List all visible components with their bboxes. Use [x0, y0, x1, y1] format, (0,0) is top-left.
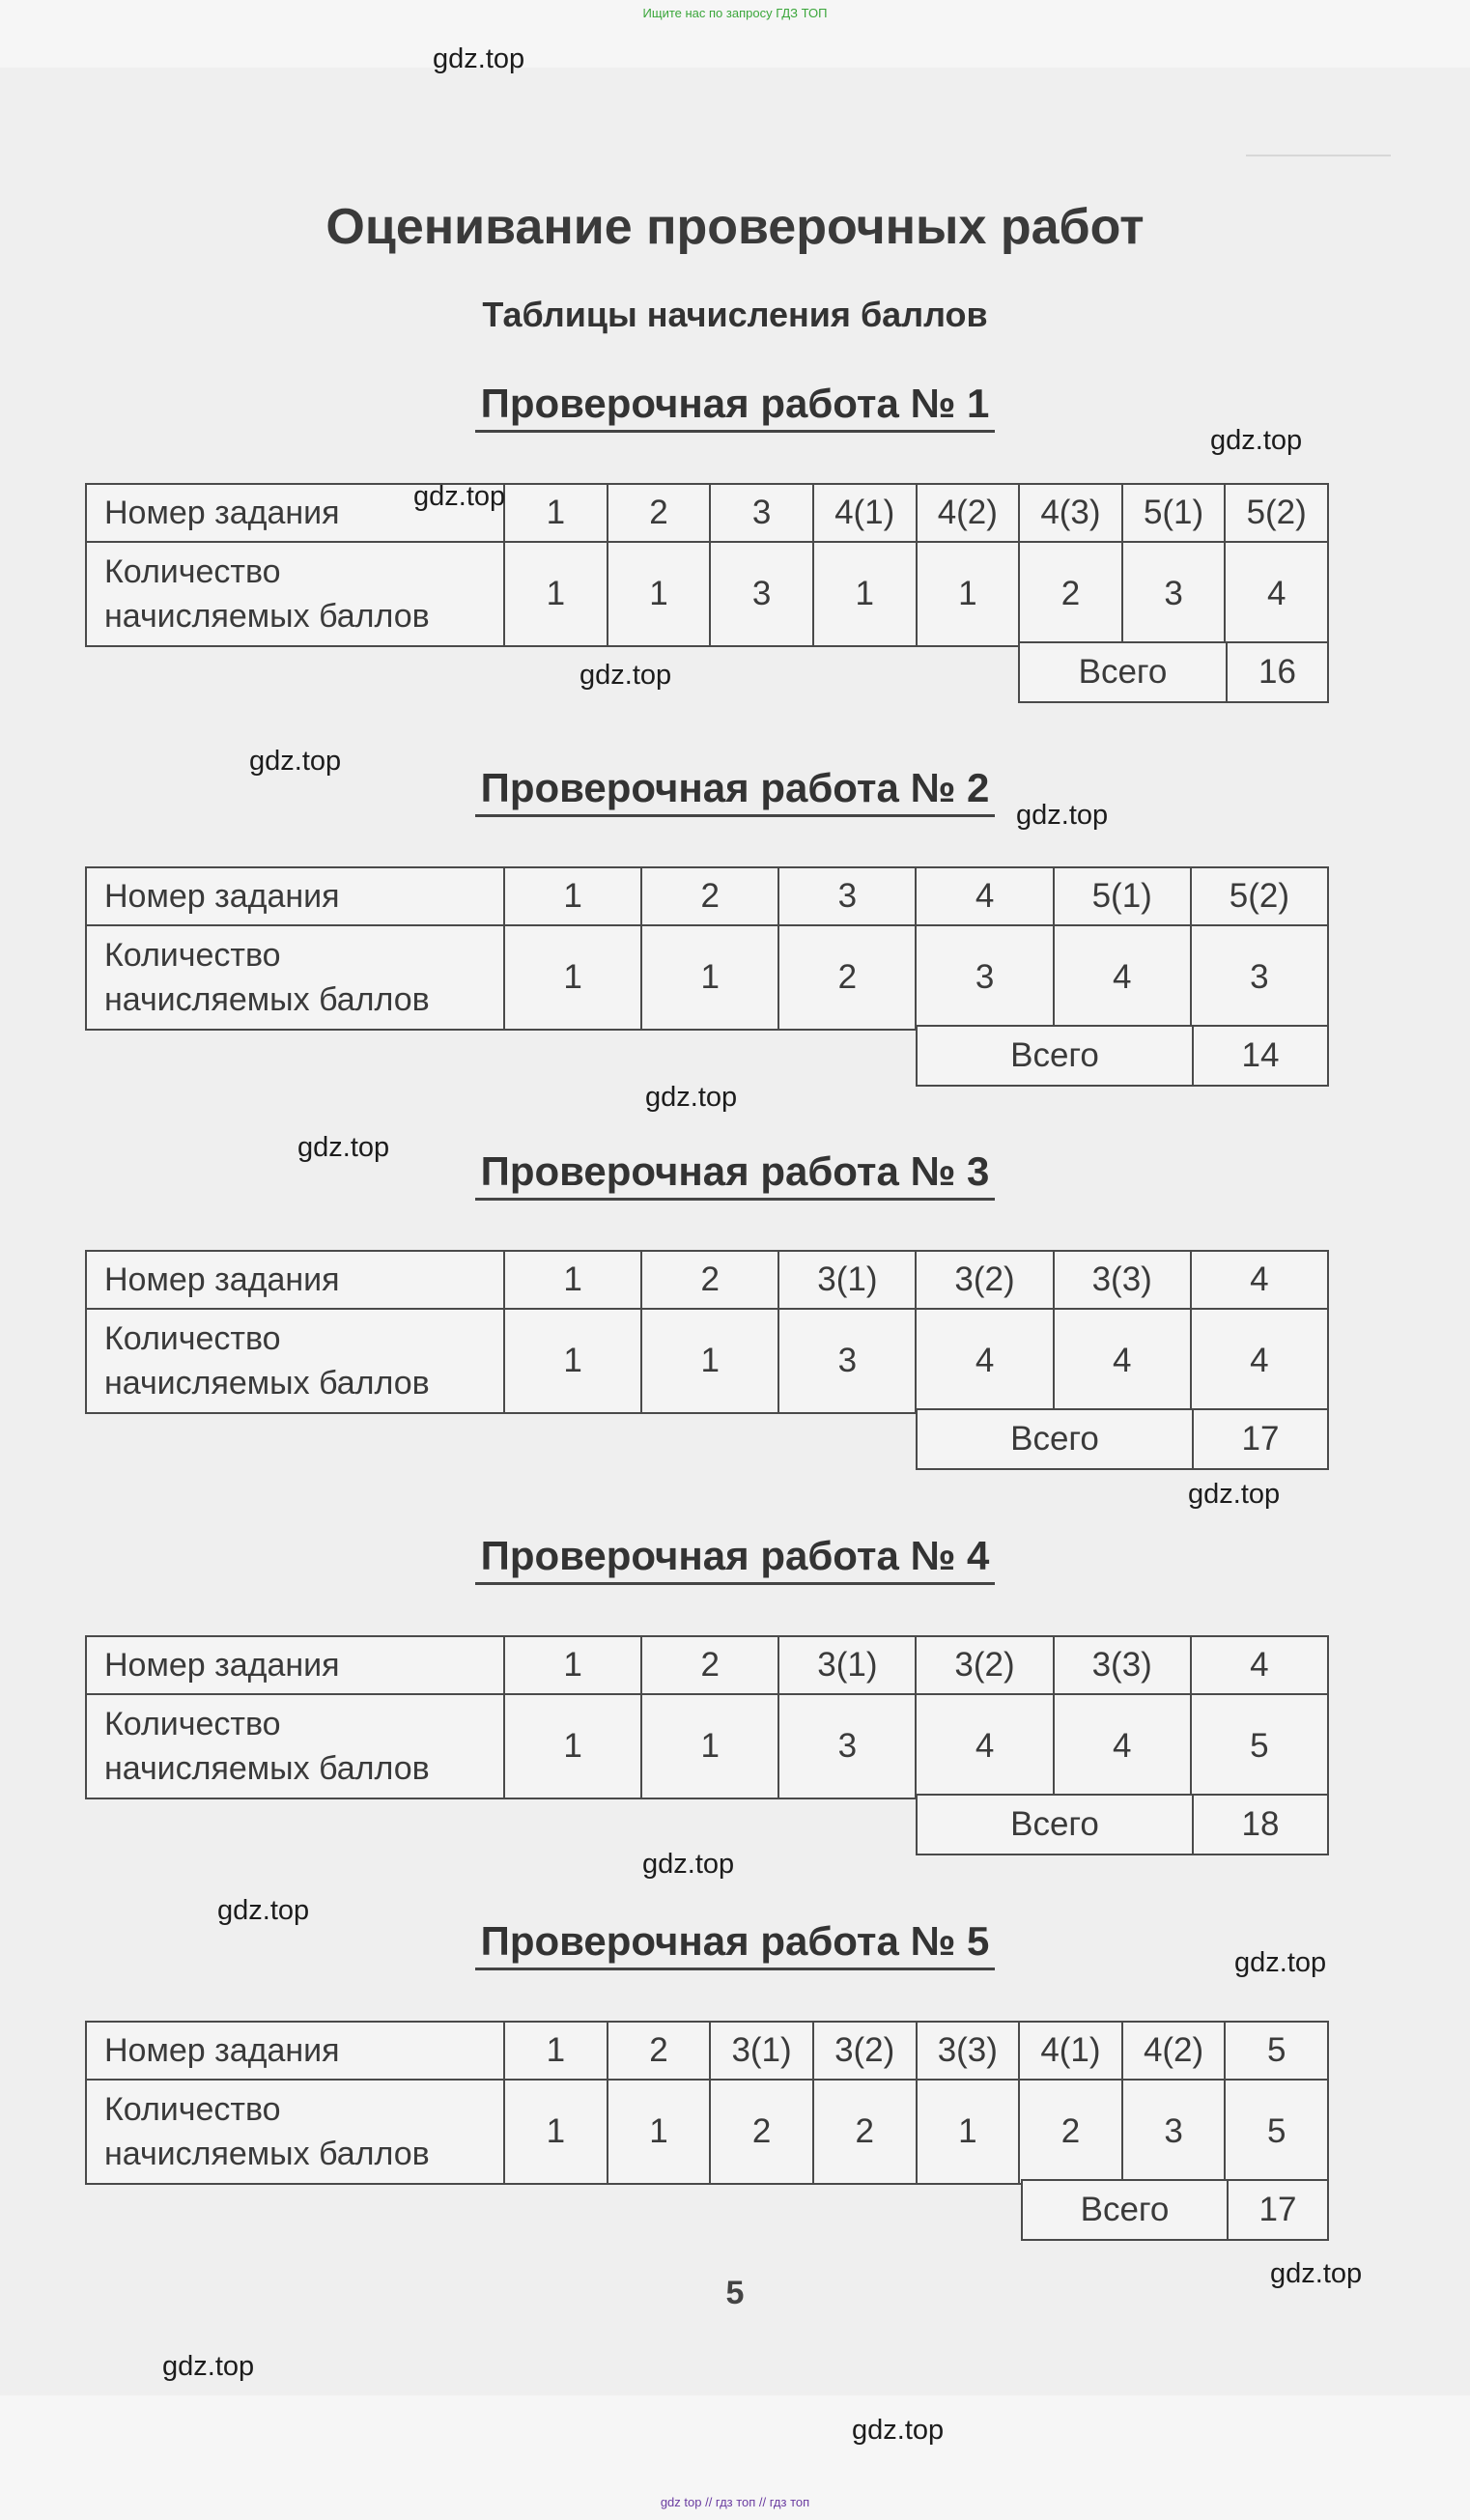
points-cell: 3: [778, 1694, 916, 1798]
work-4-table: [85, 1635, 1329, 1799]
bottom-banner[interactable]: gdz top // гдз топ // гдз топ: [660, 2495, 810, 2509]
points-cell: 1: [504, 2080, 608, 2184]
points-cell: 2: [1019, 2080, 1122, 2184]
points-cell: 3: [916, 925, 1053, 1030]
work-4-total: [916, 1794, 1329, 1855]
points-cell: 4: [1054, 1309, 1191, 1413]
total-label: Всего: [1019, 642, 1227, 702]
total-label: Всего: [917, 1409, 1193, 1469]
watermark: gdz.top: [162, 2351, 255, 2382]
total-value: 17: [1193, 1409, 1328, 1469]
task-cell: 3(2): [916, 1251, 1053, 1309]
points-cell: 1: [608, 2080, 711, 2184]
points-cell: 4: [916, 1694, 1053, 1798]
work-1-table: [85, 483, 1329, 647]
task-cell: 1: [504, 1636, 641, 1694]
points-cell: 1: [504, 1309, 641, 1413]
task-cell: 4(1): [813, 484, 917, 542]
points-cell: 1: [813, 542, 917, 646]
work-1-total: [1018, 641, 1329, 703]
total-label: Всего: [917, 1026, 1193, 1086]
table-row: [86, 2022, 1328, 2080]
bleed-through-line: [1246, 155, 1391, 156]
points-cell: 4: [1191, 1309, 1328, 1413]
task-cell: 2: [641, 867, 778, 925]
points-cell: 2: [778, 925, 916, 1030]
task-cell: 3: [710, 484, 813, 542]
task-cell: 2: [641, 1636, 778, 1694]
work-5-title: Проверочная работа № 5: [0, 1919, 1470, 1970]
points-cell: 3: [1122, 2080, 1226, 2184]
total-value: 18: [1193, 1795, 1328, 1855]
task-cell: 1: [504, 1251, 641, 1309]
total-value: 16: [1227, 642, 1328, 702]
total-label: Всего: [917, 1795, 1193, 1855]
points-label: Количество начисляемых баллов: [86, 542, 504, 646]
work-5-table: [85, 2021, 1329, 2185]
task-cell: 3(1): [710, 2022, 813, 2080]
task-cell: 4(2): [1122, 2022, 1226, 2080]
page-title: Оценивание проверочных работ: [325, 199, 1145, 255]
table-row: [86, 1251, 1328, 1309]
watermark: gdz.top: [1188, 1479, 1281, 1510]
watermark: gdz.top: [852, 2415, 945, 2446]
total-label: Всего: [1022, 2180, 1228, 2240]
watermark: gdz.top: [1210, 425, 1303, 456]
work-4-title: Проверочная работа № 4: [0, 1534, 1470, 1585]
work-2-title: Проверочная работа № 2: [0, 766, 1470, 817]
points-cell: 1: [641, 925, 778, 1030]
task-cell: 4(3): [1019, 484, 1122, 542]
work-3-title: Проверочная работа № 3: [0, 1149, 1470, 1201]
page-subtitle: Таблицы начисления баллов: [482, 295, 988, 334]
points-cell: 2: [1019, 542, 1122, 646]
watermark: gdz.top: [249, 746, 342, 777]
points-cell: 3: [1191, 925, 1328, 1030]
points-cell: 1: [917, 2080, 1020, 2184]
points-cell: 4: [916, 1309, 1053, 1413]
task-cell: 5(1): [1054, 867, 1191, 925]
points-cell: 4: [1054, 925, 1191, 1030]
task-cell: 1: [504, 2022, 608, 2080]
points-label: Количество начисляемых баллов: [86, 2080, 504, 2184]
task-number-label: Номер задания: [86, 2022, 504, 2080]
table-row: [86, 1636, 1328, 1694]
points-cell: 3: [710, 542, 813, 646]
table-row: [86, 2080, 1328, 2184]
points-cell: 3: [1122, 542, 1226, 646]
task-cell: 1: [504, 867, 641, 925]
task-cell: 2: [608, 484, 711, 542]
work-2-total: [916, 1025, 1329, 1087]
table-row: [86, 867, 1328, 925]
top-banner[interactable]: Ищите нас по запросу ГДЗ ТОП: [642, 6, 828, 20]
task-cell: 4(2): [917, 484, 1020, 542]
task-cell: 5: [1225, 2022, 1328, 2080]
points-cell: 5: [1225, 2080, 1328, 2184]
task-number-label: Номер задания: [86, 484, 504, 542]
watermark: gdz.top: [645, 1082, 738, 1113]
watermark: gdz.top: [1234, 1947, 1327, 1978]
work-1-title: Проверочная работа № 1: [0, 382, 1470, 433]
points-cell: 2: [710, 2080, 813, 2184]
task-cell: 3(2): [813, 2022, 917, 2080]
points-cell: 2: [813, 2080, 917, 2184]
points-cell: 1: [504, 1694, 641, 1798]
work-5-total: [1021, 2179, 1329, 2241]
task-cell: 3(3): [1054, 1636, 1191, 1694]
points-cell: 1: [504, 925, 641, 1030]
task-cell: 3(1): [778, 1251, 916, 1309]
watermark: gdz.top: [297, 1132, 390, 1163]
points-cell: 4: [1225, 542, 1328, 646]
points-cell: 1: [917, 542, 1020, 646]
task-cell: 5(1): [1122, 484, 1226, 542]
points-label: Количество начисляемых баллов: [86, 1694, 504, 1798]
table-row: [86, 925, 1328, 1030]
points-label: Количество начисляемых баллов: [86, 925, 504, 1030]
watermark: gdz.top: [642, 1849, 735, 1880]
points-label: Количество начисляемых баллов: [86, 1309, 504, 1413]
total-value: 14: [1193, 1026, 1328, 1086]
task-cell: 5(2): [1225, 484, 1328, 542]
task-cell: 4: [1191, 1636, 1328, 1694]
watermark: gdz.top: [413, 481, 506, 512]
task-cell: 3(1): [778, 1636, 916, 1694]
task-number-label: Номер задания: [86, 1251, 504, 1309]
task-cell: 3(2): [916, 1636, 1053, 1694]
points-cell: 1: [608, 542, 711, 646]
points-cell: 1: [504, 542, 608, 646]
task-cell: 4(1): [1019, 2022, 1122, 2080]
table-row: [86, 542, 1328, 646]
points-cell: 4: [1054, 1694, 1191, 1798]
task-cell: 3: [778, 867, 916, 925]
watermark: gdz.top: [1016, 800, 1109, 831]
table-row: [86, 484, 1328, 542]
work-3-table: [85, 1250, 1329, 1414]
task-cell: 3(3): [1054, 1251, 1191, 1309]
table-row: [86, 1694, 1328, 1798]
task-cell: 2: [641, 1251, 778, 1309]
task-cell: 4: [1191, 1251, 1328, 1309]
task-cell: 5(2): [1191, 867, 1328, 925]
task-cell: 3(3): [917, 2022, 1020, 2080]
watermark: gdz.top: [217, 1895, 310, 1926]
watermark: gdz.top: [1270, 2258, 1363, 2289]
task-cell: 2: [608, 2022, 711, 2080]
work-3-total: [916, 1408, 1329, 1470]
total-value: 17: [1228, 2180, 1328, 2240]
points-cell: 1: [641, 1309, 778, 1413]
points-cell: 3: [778, 1309, 916, 1413]
work-2-table: [85, 866, 1329, 1031]
task-cell: 4: [916, 867, 1053, 925]
task-number-label: Номер задания: [86, 1636, 504, 1694]
page-number: 5: [725, 2275, 745, 2311]
watermark: gdz.top: [580, 660, 672, 691]
points-cell: 5: [1191, 1694, 1328, 1798]
task-number-label: Номер задания: [86, 867, 504, 925]
task-cell: 1: [504, 484, 608, 542]
table-row: [86, 1309, 1328, 1413]
points-cell: 1: [641, 1694, 778, 1798]
watermark: gdz.top: [433, 43, 525, 74]
